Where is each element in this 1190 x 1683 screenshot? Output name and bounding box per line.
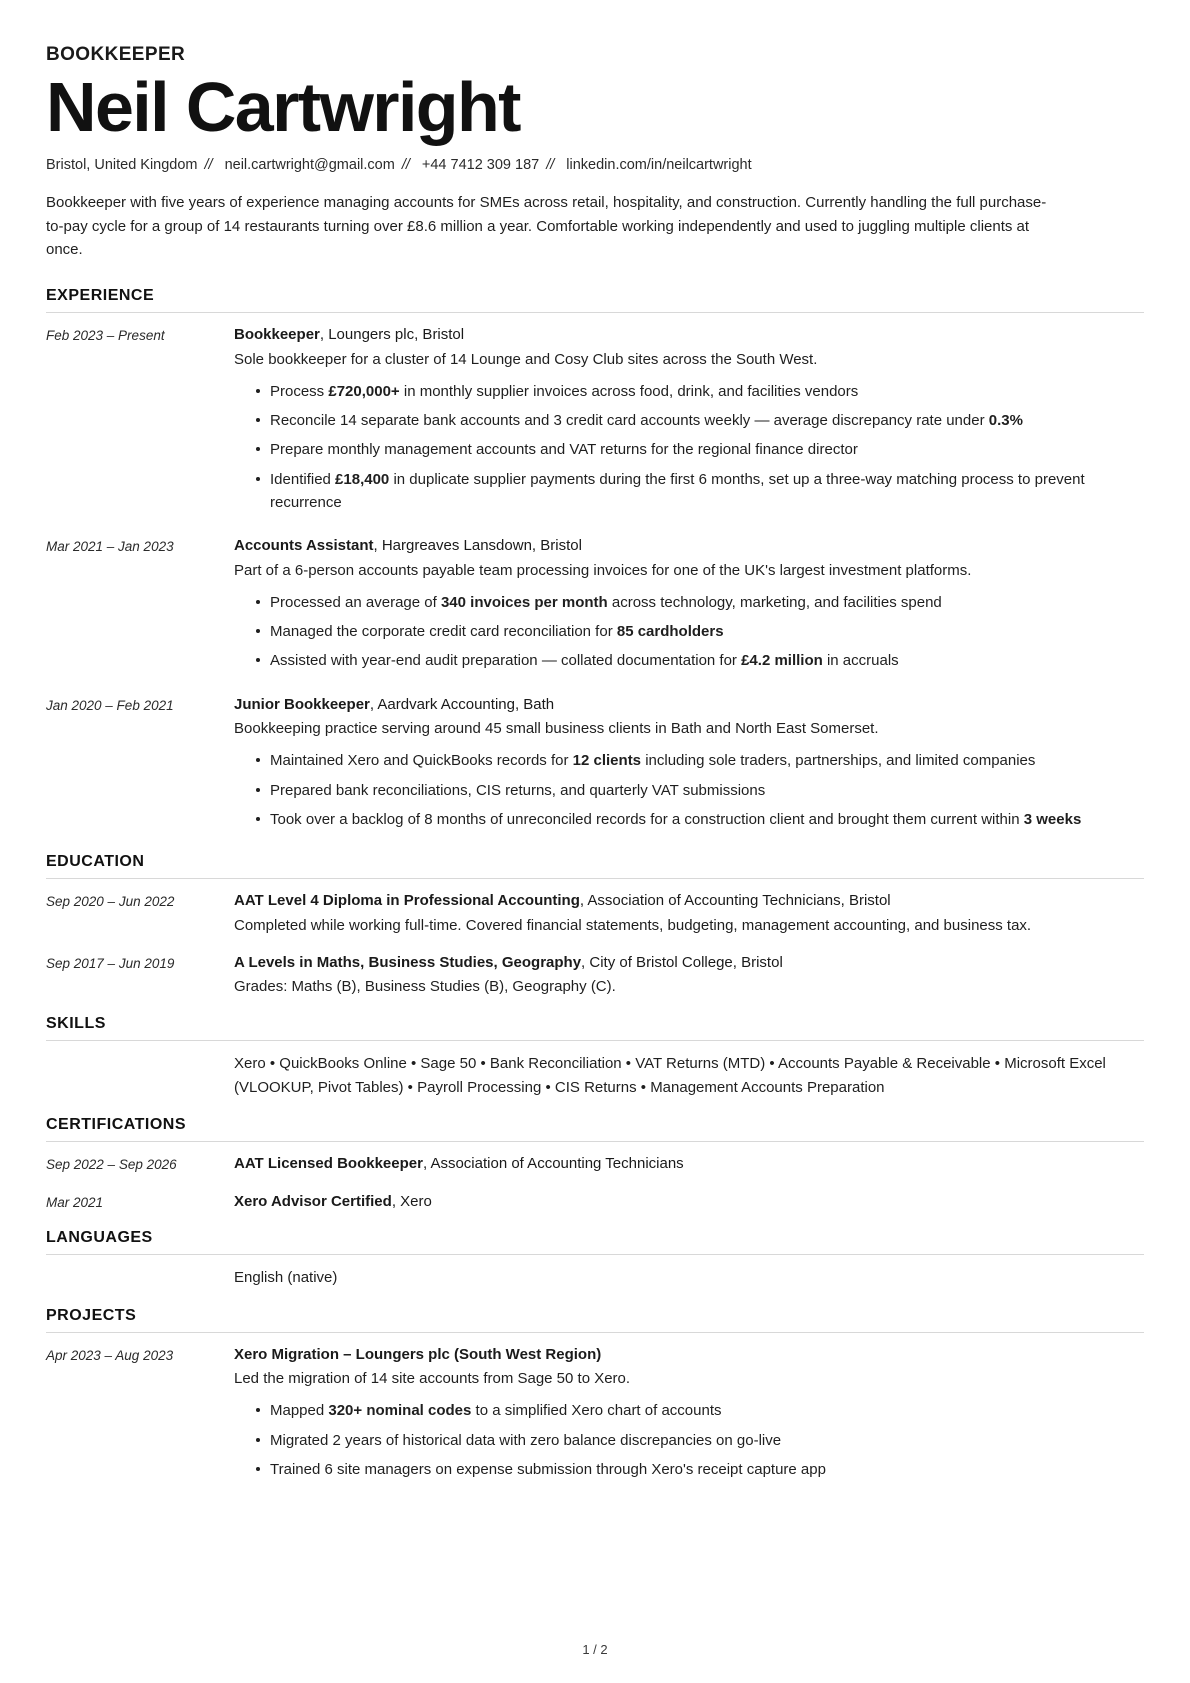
contact-linkedin[interactable]: linkedin.com/in/neilcartwright bbox=[566, 157, 752, 174]
bullet-highlight: 340 invoices per month bbox=[440, 593, 608, 611]
professional-summary: Bookkeeper with five years of experience managing accounts for SMEs across retail, hospitality, and construction. Currently handling the full purchase-to-pay cycle for a group of 14 restaurants turning over £8.6 million a year. Comfortable working independently and used to juggling multiple clients at once. bbox=[46, 194, 1047, 258]
bullet-highlight: 85 cardholders bbox=[616, 623, 724, 641]
entry-heading bbox=[234, 1153, 1144, 1176]
entry-bullet-list bbox=[234, 380, 1144, 514]
bullet-highlight: £18,400 bbox=[335, 470, 390, 488]
entry-title: Xero Advisor Certified bbox=[234, 1192, 392, 1210]
section-certifications bbox=[46, 1116, 1144, 1213]
entry-date: Feb 2023 – Present bbox=[46, 328, 165, 344]
bullet-highlight: 3 weeks bbox=[1023, 810, 1082, 828]
section-divider bbox=[46, 1040, 1144, 1041]
entry-bullet: Prepared bank reconciliations, CIS returns, and quarterly VAT submissions bbox=[256, 779, 1144, 802]
entry-meta: , Aardvark Accounting, Bath bbox=[369, 695, 555, 713]
entry-title: AAT Licensed Bookkeeper bbox=[234, 1155, 423, 1173]
section-divider bbox=[46, 1141, 1144, 1142]
contact-separator: // bbox=[401, 157, 410, 174]
bullet-highlight: 0.3% bbox=[988, 412, 1023, 430]
bullet-highlight: 320+ nominal codes bbox=[328, 1402, 472, 1420]
entry-date: Mar 2021 – Jan 2023 bbox=[46, 539, 174, 555]
resume-entry bbox=[46, 952, 1144, 999]
entry-bullet: Managed the corporate credit card reconciliation for 85 cardholders bbox=[256, 620, 1144, 643]
entry-date: Mar 2021 bbox=[46, 1194, 104, 1210]
entry-heading bbox=[234, 890, 1144, 913]
entry-bullet: Identified £18,400 in duplicate supplier payments during the first 6 months, set up a three-way matching process to prevent recurrence bbox=[256, 468, 1144, 515]
entry-meta: , Loungers plc, Bristol bbox=[319, 326, 465, 344]
entry-bullet: Assisted with year-end audit preparation — collated documentation for £4.2 million in accruals bbox=[256, 649, 1144, 672]
entry-bullet: Trained 6 site managers on expense submission through Xero's receipt capture app bbox=[256, 1458, 1144, 1481]
contact-separator: // bbox=[546, 157, 555, 174]
entry-meta: , Association of Accounting Technicians, Bristol bbox=[579, 892, 891, 910]
entry-date: Sep 2022 – Sep 2026 bbox=[46, 1157, 177, 1173]
skills-date-spacer bbox=[46, 1052, 234, 1054]
languages-entry bbox=[46, 1266, 1144, 1290]
section-divider bbox=[46, 1332, 1144, 1333]
entry-heading bbox=[234, 324, 1144, 347]
entry-meta: , Association of Accounting Technicians bbox=[422, 1155, 684, 1173]
section-experience bbox=[46, 287, 1144, 837]
section-education bbox=[46, 853, 1144, 999]
entry-heading bbox=[234, 1344, 1144, 1367]
section-title-certifications: CERTIFICATIONS bbox=[46, 1116, 187, 1134]
entry-bullet-list bbox=[234, 749, 1144, 831]
entry-title: A Levels in Maths, Business Studies, Geography bbox=[234, 953, 582, 971]
languages-list: English (native) bbox=[234, 1269, 338, 1287]
bullet-highlight: 12 clients bbox=[572, 752, 642, 770]
entry-bullet: Prepare monthly management accounts and VAT returns for the regional finance director bbox=[256, 438, 1144, 461]
resume-entry bbox=[46, 694, 1144, 838]
entry-meta: , Xero bbox=[391, 1192, 432, 1210]
section-projects bbox=[46, 1307, 1144, 1488]
entry-heading bbox=[234, 535, 1144, 558]
entry-heading bbox=[234, 694, 1144, 717]
bullet-highlight: £720,000+ bbox=[328, 382, 400, 400]
entry-date: Sep 2017 – Jun 2019 bbox=[46, 955, 175, 971]
entry-description: Led the migration of 14 site accounts from Sage 50 to Xero. bbox=[234, 1370, 631, 1388]
skills-entry bbox=[46, 1052, 1144, 1101]
entry-bullet: Took over a backlog of 8 months of unreconciled records for a construction client and brought them current within 3 weeks bbox=[256, 808, 1144, 831]
section-divider bbox=[46, 878, 1144, 879]
entry-bullet: Processed an average of 340 invoices per month across technology, marketing, and facilities spend bbox=[256, 591, 1144, 614]
job-role-kicker: BOOKKEEPER bbox=[46, 44, 186, 65]
entry-description: Sole bookkeeper for a cluster of 14 Lounge and Cosy Club sites across the South West. bbox=[234, 350, 818, 368]
entry-body bbox=[234, 1344, 1144, 1488]
entry-heading bbox=[234, 1191, 1144, 1214]
resume-entry bbox=[46, 535, 1144, 679]
entry-meta: , City of Bristol College, Bristol bbox=[581, 953, 783, 971]
entry-body bbox=[234, 1191, 1144, 1214]
contact-line bbox=[46, 157, 1144, 173]
resume-entry bbox=[46, 1153, 1144, 1176]
entry-date: Apr 2023 – Aug 2023 bbox=[46, 1347, 174, 1363]
entry-bullet: Migrated 2 years of historical data with zero balance discrepancies on go-live bbox=[256, 1429, 1144, 1452]
entry-title: Xero Migration – Loungers plc (South West Region) bbox=[234, 1345, 602, 1363]
entry-description: Part of a 6-person accounts payable team processing invoices for one of the UK's largest investment platforms. bbox=[234, 561, 972, 579]
skills-list: Xero • QuickBooks Online • Sage 50 • Bank Reconciliation • VAT Returns (MTD) • Accounts Payable & Receivable • Microsoft Excel (VLOOKUP, Pivot Tables) • Payroll Processing • CIS Returns • Management Accounts Preparation bbox=[234, 1054, 1106, 1096]
entry-bullet: Mapped 320+ nominal codes to a simplified Xero chart of accounts bbox=[256, 1399, 1144, 1422]
section-divider bbox=[46, 1254, 1144, 1255]
entry-bullet-list bbox=[234, 1399, 1144, 1481]
entry-bullet: Maintained Xero and QuickBooks records for 12 clients including sole traders, partnerships, and limited companies bbox=[256, 749, 1144, 772]
entry-body bbox=[234, 890, 1144, 937]
contact-location: Bristol, United Kingdom bbox=[46, 157, 198, 174]
resume-header bbox=[46, 44, 1144, 261]
project-entries bbox=[46, 1344, 1144, 1488]
entry-description: Grades: Maths (B), Business Studies (B), Geography (C). bbox=[234, 978, 616, 996]
section-title-education: EDUCATION bbox=[46, 853, 145, 871]
certification-entries bbox=[46, 1153, 1144, 1213]
entry-date: Sep 2020 – Jun 2022 bbox=[46, 894, 175, 910]
entry-body bbox=[234, 324, 1144, 520]
entry-body bbox=[234, 1153, 1144, 1176]
section-title-projects: PROJECTS bbox=[46, 1306, 137, 1324]
section-title-experience: EXPERIENCE bbox=[46, 287, 155, 305]
entry-description: Bookkeeping practice serving around 45 small business clients in Bath and North East Somerset. bbox=[234, 720, 879, 738]
resume-entry bbox=[46, 1344, 1144, 1488]
contact-separator: // bbox=[204, 157, 213, 174]
entry-body bbox=[234, 535, 1144, 679]
entry-body bbox=[234, 952, 1144, 999]
entry-title: Accounts Assistant bbox=[234, 537, 374, 555]
candidate-name: Neil Cartwright bbox=[46, 68, 520, 146]
entry-description: Completed while working full-time. Covered financial statements, budgeting, management accounting, and business tax. bbox=[234, 916, 1032, 934]
entry-body bbox=[234, 694, 1144, 838]
entry-title: Bookkeeper bbox=[234, 326, 320, 344]
section-title-languages: LANGUAGES bbox=[46, 1229, 153, 1247]
entry-bullet-list bbox=[234, 591, 1144, 673]
entry-meta: , Hargreaves Lansdown, Bristol bbox=[373, 537, 582, 555]
resume-entry bbox=[46, 890, 1144, 937]
experience-entries bbox=[46, 324, 1144, 837]
section-skills bbox=[46, 1015, 1144, 1101]
education-entries bbox=[46, 890, 1144, 999]
resume-entry bbox=[46, 324, 1144, 520]
entry-date: Jan 2020 – Feb 2021 bbox=[46, 697, 174, 713]
entry-heading bbox=[234, 952, 1144, 975]
page-indicator: 1 / 2 bbox=[582, 1642, 608, 1657]
bullet-highlight: £4.2 million bbox=[741, 652, 823, 670]
contact-phone[interactable]: +44 7412 309 187 bbox=[421, 157, 540, 174]
section-languages bbox=[46, 1229, 1144, 1290]
section-title-skills: SKILLS bbox=[46, 1014, 106, 1032]
languages-date-spacer bbox=[46, 1266, 234, 1268]
entry-title: Junior Bookkeeper bbox=[234, 695, 370, 713]
resume-entry bbox=[46, 1191, 1144, 1214]
contact-email[interactable]: neil.cartwright@gmail.com bbox=[224, 157, 395, 174]
entry-title: AAT Level 4 Diploma in Professional Accounting bbox=[234, 892, 580, 910]
entry-bullet: Reconcile 14 separate bank accounts and 3 credit card accounts weekly — average discrepancy rate under 0.3% bbox=[256, 409, 1144, 432]
section-divider bbox=[46, 312, 1144, 313]
entry-bullet: Process £720,000+ in monthly supplier invoices across food, drink, and facilities vendors bbox=[256, 380, 1144, 403]
